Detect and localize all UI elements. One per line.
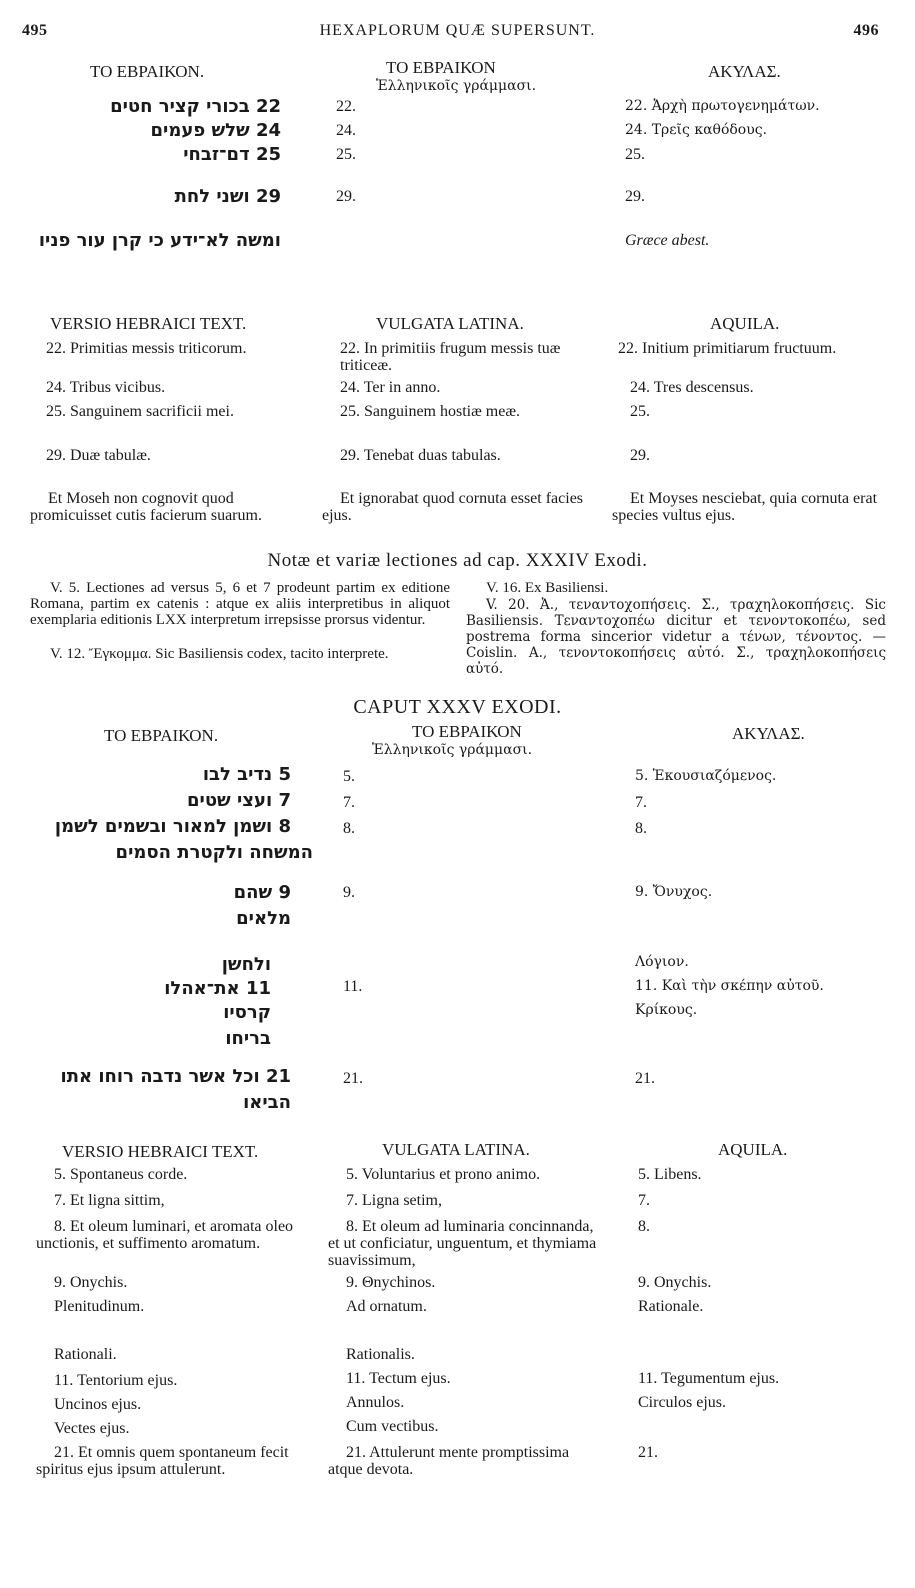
aquila-line: 9. Ὄνυχος. <box>635 884 713 900</box>
hebrew-line: 21 וכל אשר נדבה רוחו אתו <box>60 1066 291 1087</box>
aquila-latin-line: 24. Tres descensus. <box>630 379 754 396</box>
note-left: V. 5. Lectiones ad versus 5, 6 et 7 prodeunt partim ex editione Romana, partim ex catenis : atque ex aliis interpretibus in aliquot exemplaria editionis LXX interpretum irrepsisse prorsus videntur. <box>30 580 450 628</box>
page-number-left: 495 <box>22 22 48 39</box>
running-title: HEXAPLORUM QUÆ SUPERSUNT. <box>319 22 596 39</box>
hebrew-line: בריחו <box>225 1028 271 1049</box>
vulgata-line: Ad ornatum. <box>346 1298 427 1315</box>
aquila-latin-line: 11. Tegumentum ejus. <box>638 1370 780 1387</box>
versio-line: Uncinos ejus. <box>54 1396 142 1413</box>
col-head-aquila: AQUILA. <box>710 314 780 333</box>
aquila-line: 7. <box>635 794 647 811</box>
versio-line: 29. Duæ tabulæ. <box>46 447 151 464</box>
aquila-latin-line: 21. <box>638 1444 658 1461</box>
vulgata-line: 7. Ligna setim, <box>346 1192 442 1209</box>
hebrew-line: 29 ושני לחת <box>174 186 281 207</box>
vulgata-line: 21. Attulerunt mente promptissima atque devota. <box>328 1444 570 1478</box>
hebrew-line: ומשה לא־ידע כי קרן עור פניו <box>38 230 281 251</box>
notes-title: Notæ et variæ lectiones ad cap. XXXIV Exodi. <box>267 550 648 571</box>
hebrew-line: המשחה ולקטרת הסמים <box>115 842 313 863</box>
hebrew-line: מלאים <box>236 908 291 929</box>
vulgata-line: Cum vectibus. <box>346 1418 439 1435</box>
aquila-line: 25. <box>625 146 645 163</box>
aquila-latin-line: 9. Onychis. <box>638 1274 712 1291</box>
col-head-vulgata: VULGATA LATINA. <box>376 314 524 333</box>
col-head-hebraicon-greek: ΤΟ ΕΒΡΑΙΚΟΝ <box>386 58 496 77</box>
col-head-hebraicon-greek: ΤΟ ΕΒΡΑΙΚΟΝ <box>412 722 522 741</box>
aquila-latin-line: 25. <box>630 403 650 420</box>
verse-number: 9. <box>343 884 355 901</box>
aquila-latin-line: 7. <box>638 1192 650 1209</box>
verse-number: 22. <box>336 98 356 115</box>
aquila-line: 22. Ἀρχὴ πρωτογενημάτων. <box>625 98 820 114</box>
versio-line: 22. Primitias messis triticorum. <box>46 340 247 357</box>
page-number-right: 496 <box>853 22 879 39</box>
versio-line: Rationali. <box>54 1346 117 1363</box>
vulgata-line: 8. Et oleum ad luminaria concinnanda, et ut conficiatur, unguentum, et thymiama suavissimum, <box>328 1218 597 1269</box>
hebrew-line: 8 ושמן למאור ובשמים לשמן <box>54 816 291 837</box>
versio-line: 25. Sanguinem sacrificii mei. <box>46 403 234 420</box>
aquila-line: Græce abest. <box>625 232 710 249</box>
vulgata-line: 22. In primitiis frugum messis tuæ triticeæ. <box>340 340 561 374</box>
col-head-versio: VERSIO HEBRAICI TEXT. <box>50 314 247 333</box>
hebrew-line: 24 שלש פעמים <box>150 120 281 141</box>
hebrew-line: 7 ועצי שטים <box>187 790 291 811</box>
note-right: V. 20. Ἀ., τεναντοχοπήσεις. Σ., τραχηλοκοπήσεις. Sic Basiliensis. Τεναντοχοπέω dicitur et τενοντοκοπέω, sed postrema forma sincerior videtur a τένων, τένοντος. — Coislin. Α., τενοντοκοπήσεις αὐτό. Σ., τραχηλοκοπήσεις αὐτό. <box>466 597 886 677</box>
verse-number: 11. <box>343 978 363 995</box>
aquila-latin-line: 8. <box>638 1218 650 1235</box>
verse-number: 8. <box>343 820 355 837</box>
aquila-line: 11. Καὶ τὴν σκέπην αὐτοῦ. <box>635 978 824 994</box>
vulgata-line: 25. Sanguinem hostiæ meæ. <box>340 403 520 420</box>
hebrew-line: 11 את־אהלו <box>164 978 271 999</box>
aquila-latin-line: Circulos ejus. <box>638 1394 726 1411</box>
vulgata-line: 11. Tectum ejus. <box>346 1370 451 1387</box>
aquila-latin-line: 22. Initium primitiarum fructuum. <box>618 340 837 357</box>
aquila-line: Κρίκους. <box>635 1002 698 1018</box>
col-head-akylas: ΑΚΥΛΑΣ. <box>732 724 805 743</box>
versio-line: 11. Tentorium ejus. <box>54 1372 178 1389</box>
versio-line: Vectes ejus. <box>54 1420 130 1437</box>
aquila-latin-line: Rationale. <box>638 1298 704 1315</box>
verse-number: 7. <box>343 794 355 811</box>
vulgata-line: 5. Voluntarius et prono animo. <box>346 1166 541 1183</box>
vulgata-line: Annulos. <box>346 1394 405 1411</box>
hebrew-line: 9 שהם <box>233 882 291 903</box>
col-head-akylas: ΑΚΥΛΑΣ. <box>708 62 781 81</box>
col-head-versio: VERSIO HEBRAICI TEXT. <box>62 1142 259 1161</box>
aquila-line: Λόγιον. <box>635 954 689 970</box>
col-head-aquila: AQUILA. <box>718 1140 788 1159</box>
col-head-hebraicon: ΤΟ ΕΒΡΑΙΚΟΝ. <box>104 726 219 745</box>
verse-number: 29. <box>336 188 356 205</box>
verse-number: 25. <box>336 146 356 163</box>
versio-line: 24. Tribus vicibus. <box>46 379 166 396</box>
aquila-latin-line: 29. <box>630 447 650 464</box>
verse-number: 24. <box>336 122 356 139</box>
aquila-line: 8. <box>635 820 647 837</box>
hebrew-line: 5 נדיב לבו <box>202 764 291 785</box>
versio-line: 5. Spontaneus corde. <box>54 1166 188 1183</box>
versio-line: Et Moseh non cognovit quod promicuisset cutis facierum suarum. <box>30 490 262 524</box>
vulgata-line: Rationalis. <box>346 1346 415 1363</box>
verse-number: 21. <box>343 1070 363 1087</box>
col-subhead-greek-letters: Ἑλληνικοῖς γράμμασι. <box>372 742 533 758</box>
hebrew-line: הביאו <box>243 1092 291 1113</box>
hebrew-line: קרסיו <box>223 1002 271 1023</box>
aquila-line: 29. <box>625 188 645 205</box>
col-subhead-greek-letters: Ἑλληνικοῖς γράμμασι. <box>376 78 537 94</box>
hebrew-line: 22 בכורי קציר חטים <box>110 96 281 117</box>
aquila-line: 24. Τρεῖς καθόδους. <box>625 122 768 138</box>
verse-number: 5. <box>343 768 355 785</box>
versio-line: 21. Et omnis quem spontaneum fecit spiritus ejus ipsum attulerunt. <box>36 1444 289 1478</box>
aquila-latin-line: 5. Libens. <box>638 1166 702 1183</box>
chapter-title: CAPUT XXXV EXODI. <box>353 696 562 718</box>
hebrew-line: ולחשן <box>221 954 271 975</box>
versio-line: Plenitudinum. <box>54 1298 145 1315</box>
aquila-line: 21. <box>635 1070 655 1087</box>
aquila-latin-line: Et Moyses nesciebat, quia cornuta erat species vultus ejus. <box>612 490 878 524</box>
aquila-line: 5. Ἑκουσιαζόμενος. <box>635 768 777 784</box>
col-head-hebraicon: ΤΟ ΕΒΡΑΙΚΟΝ. <box>90 62 205 81</box>
hebrew-line: 25 דם־זבחי <box>183 144 281 165</box>
note-right: V. 16. Ex Basiliensi. <box>486 580 609 596</box>
note-left: V. 12. Ἔγκομμα. Sic Basiliensis codex, tacito interprete. <box>50 646 389 662</box>
versio-line: 8. Et oleum luminari, et aromata oleo unctionis, et suffimento aromatum. <box>36 1218 294 1252</box>
vulgata-line: Et ignorabat quod cornuta esset facies ejus. <box>322 490 584 524</box>
vulgata-line: 24. Ter in anno. <box>340 379 441 396</box>
versio-line: 7. Et ligna sittim, <box>54 1192 165 1209</box>
versio-line: 9. Onychis. <box>54 1274 128 1291</box>
vulgata-line: 29. Tenebat duas tabulas. <box>340 447 501 464</box>
col-head-vulgata: VULGATA LATINA. <box>382 1140 530 1159</box>
vulgata-line: 9. Θnychinos. <box>346 1274 436 1291</box>
